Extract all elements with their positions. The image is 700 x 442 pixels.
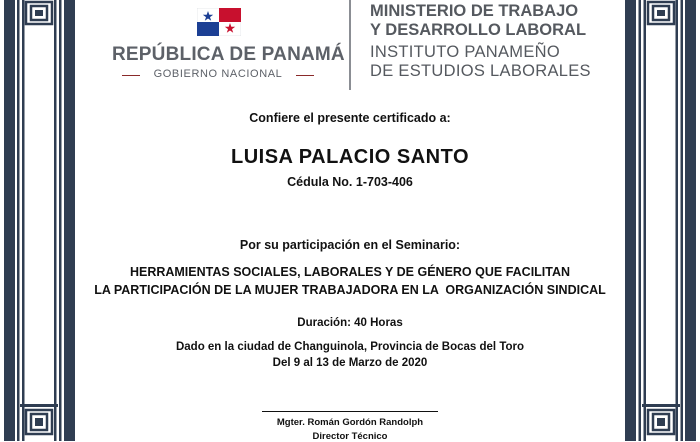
government-name: GOBIERNO NACIONAL: [153, 68, 283, 80]
ministry-line-1: MINISTERIO DE TRABAJO: [370, 2, 579, 20]
signer-title: Director Técnico: [312, 431, 388, 442]
seminar-title-line-1: HERRAMIENTAS SOCIALES, LABORALES Y DE GÉNERO QUE FACILITAN: [129, 265, 571, 279]
recipient-id: Cédula No. 1-703-406: [287, 175, 413, 189]
institute-name: [370, 43, 591, 81]
header-divider: [349, 0, 351, 90]
ministry-line-2: Y DESARROLLO LABORAL: [370, 21, 587, 39]
issue-date: Del 9 al 13 de Marzo de 2020: [272, 357, 428, 369]
duration-text: Duración: 40 Horas: [297, 317, 403, 329]
subtitle-line-right: [296, 75, 314, 76]
subtitle-line-left: [122, 75, 140, 76]
signer-name: Mgter. Román Gordón Randolph: [276, 417, 424, 428]
recipient-name: LUISA PALACIO SANTO: [230, 146, 470, 168]
seminar-title-line-2: LA PARTICIPACIÓN DE LA MUJER TRABAJADORA EN LA ORGANIZACIÓN SINDICAL: [94, 283, 606, 297]
right-decorative-border: [622, 0, 700, 441]
participation-text: Por su participación en el Seminario:: [239, 238, 461, 252]
institute-line-2: DE ESTUDIOS LABORALES: [370, 62, 591, 80]
panama-flag-icon: [197, 8, 241, 36]
left-decorative-border: [0, 0, 78, 441]
signature-line: [262, 411, 438, 412]
government-subtitle: [122, 68, 314, 82]
country-name: REPÚBLICA DE PANAMÁ: [112, 44, 345, 65]
institute-line-1: INSTITUTO PANAMEÑO: [370, 43, 560, 61]
issue-place: Dado en la ciudad de Changuinola, Provincia de Bocas del Toro: [175, 341, 525, 353]
certificate-intro: Confiere el presente certificado a:: [249, 111, 451, 125]
ministry-name: [370, 2, 586, 40]
